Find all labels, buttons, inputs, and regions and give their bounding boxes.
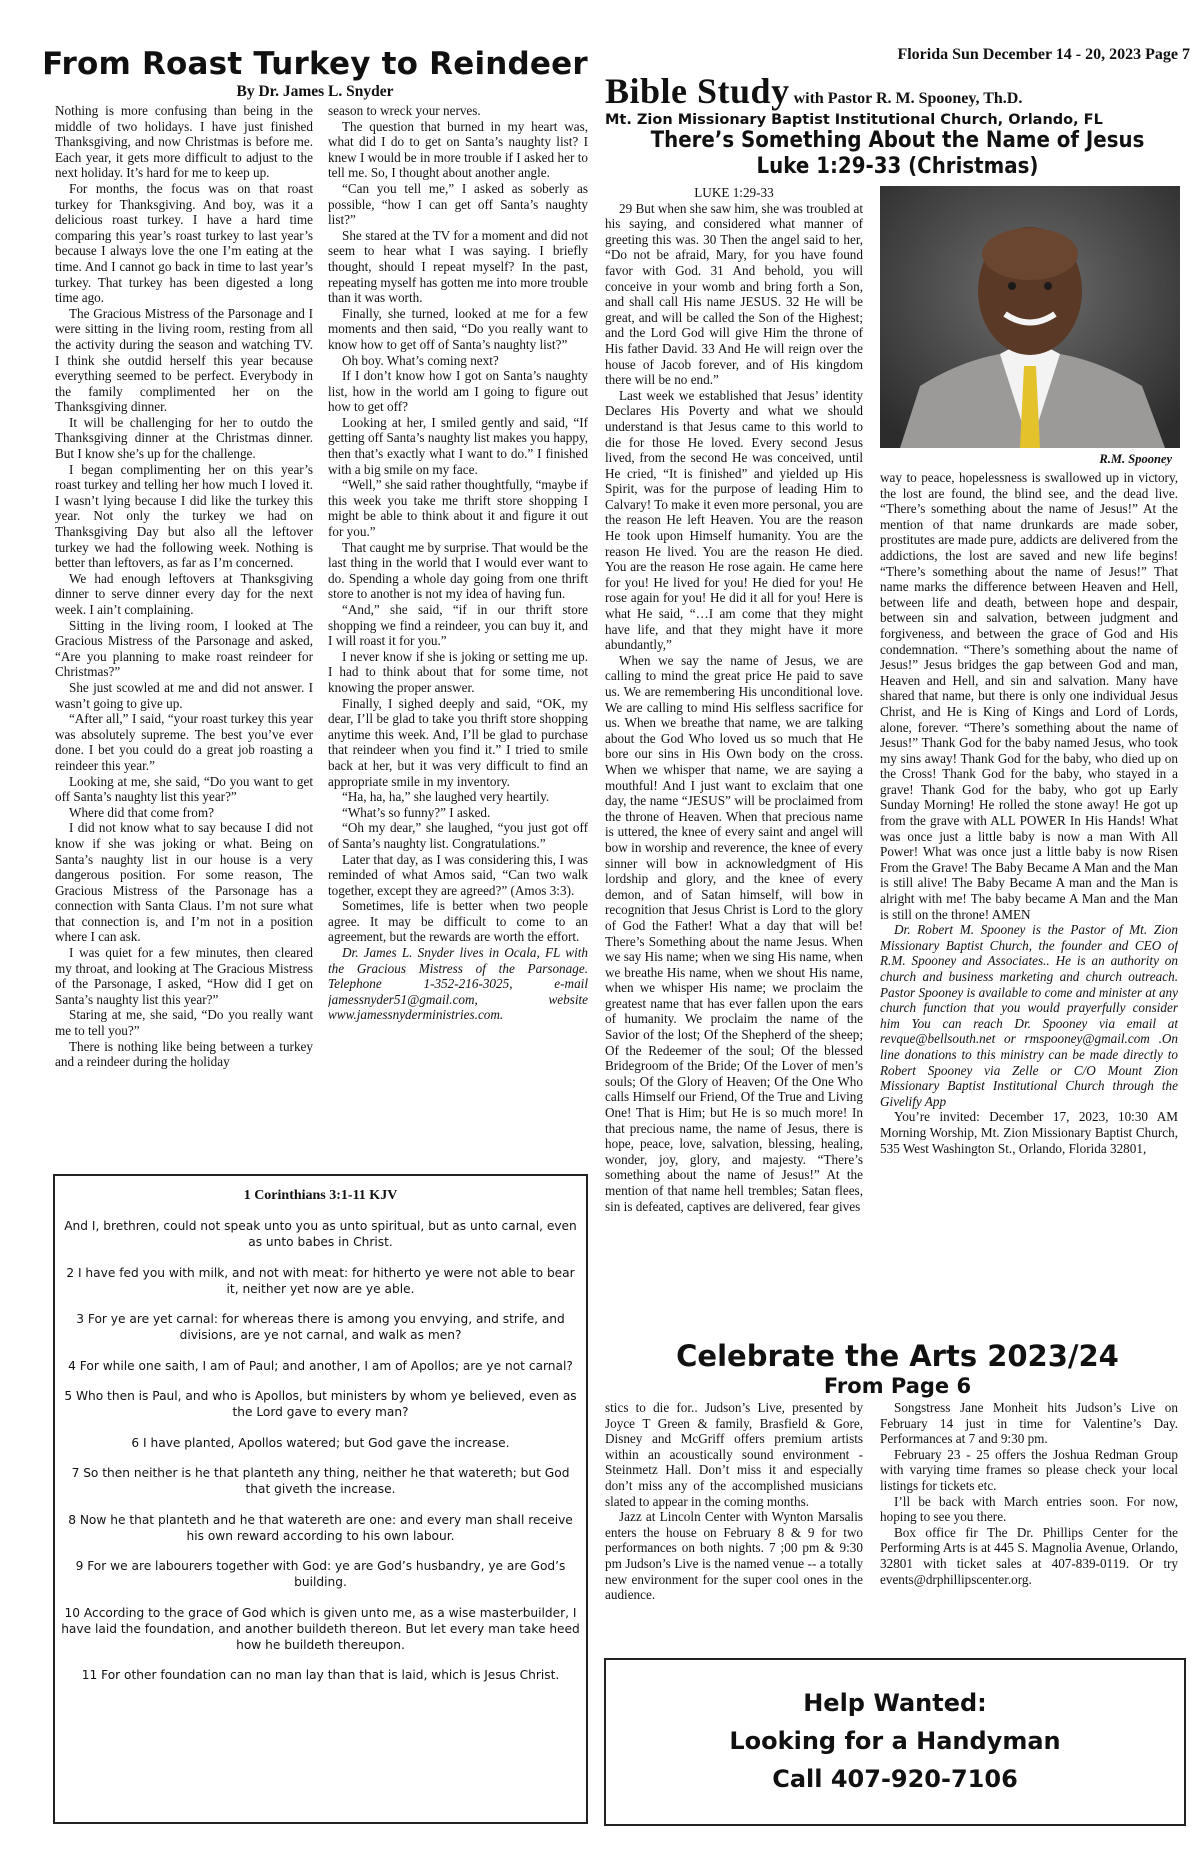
paragraph: “Oh my dear,” she laughed, “you just got off of Santa’s naughty list. Congratulations.” bbox=[328, 820, 588, 851]
paragraph: When we say the name of Jesus, we are calling to mind the great price He paid to save us. We are remembering His unconditional love. We are calling to mind His selfless sacrifice for us. When we breathe that name, we are talking about the God Who loved us so much that He bore our sins in His Own body on the cross. When we whisper that name, we are saying a mouthful! And I just want to exclaim that one day, the name “JESUS” will be proclaimed from the throne of Heaven. When that precious name is uttered, the knee of every saint and angel will bow in worship and reverence, the knee of every sinner will bow in acknowledgment of His lordship and glory, and the knee of every demon, and of Satan himself, will bow in recognition that Jesus Christ is Lord to the glory of God the Father! What a day that will be! There’s Something about the name Jesus. When we say His name; when we sing His name, when we breathe His name, when we shout His name, when we whisper His name; we proclaim the greatest name that has ever fallen upon the ears of humanity. We proclaim the name of the Savior of the lost; Of the Shepherd of the sheep; Of the Redeemer of the soul; Of the blessed Bridegroom of the Bride; Of the Lover of men’s souls; Of the Glory of Heaven; Of the One Who calls Himself our Friend, Of the True and Living One! That is Him; but He is so much more! In that precious name, the name of Jesus, there is hope, peace, love, salvation, blessing, healing, wonder, joy, glory, and majesty. “There’s something about the name of Jesus!” At the mention of that name hell trembles; Satan flees, sin is defeated, captives are delivered, fear gives bbox=[605, 652, 863, 1214]
help-wanted-heading: Help Wanted: bbox=[803, 1689, 987, 1717]
paragraph: season to wreck your nerves. bbox=[328, 103, 481, 118]
paragraph: February 23 - 25 offers the Joshua Redman Group with varying time frames so please check your local listings for tickets etc. bbox=[880, 1446, 1178, 1493]
article-title: From Roast Turkey to Reindeer bbox=[42, 46, 588, 82]
author-bio: Dr. James L. Snyder lives in Ocala, FL with the Gracious Mistress of the Parsonage. Telephone 1-352-216-3025, e-mail jamessnyder51@gmail.com, website www.jamessnyderministries.com. bbox=[328, 945, 588, 1023]
scripture-verse: 6 I have planted, Apollos watered; but God gave the increase. bbox=[131, 1435, 510, 1450]
paragraph: I’ll be back with March entries soon. For now, hoping to see you there. bbox=[880, 1493, 1178, 1525]
headline bbox=[634, 128, 1161, 180]
paragraph: 29 But when she saw him, she was troubled at his saying, and considered what manner of greeting this was. 30 Then the angel said to her, “Do not be afraid, Mary, for you have found favor with God. 31 And behold, you will conceive in your womb and bring forth a Son, and shall call His name JESUS. 32 He will be great, and will be called the Son of the Highest; and the Lord God will give Him the throne of His father David. 33 And He will reign over the house of Jacob forever, and of His kingdom there will be no end.” bbox=[605, 200, 863, 388]
paragraph: For months, the focus was on that roast turkey for Thanksgiving. And boy, was it a delicious roast turkey. I have a hard time comparing this year’s roast turkey to last year’s because I always love the one I’m eating at the time. And I cannot go back in time to last year’s turkey. That turkey has been digested a long time ago. bbox=[55, 180, 313, 306]
scripture-reference: LUKE 1:29-33 bbox=[694, 185, 774, 200]
scripture-box bbox=[53, 1174, 588, 1824]
church-name: Mt. Zion Missionary Baptist Institutional Church, Orlando, FL bbox=[605, 112, 1103, 128]
arts-subtitle: From Page 6 bbox=[823, 1374, 972, 1398]
paragraph: Songstress Jane Monheit hits Judson’s Live on February 14 just in time for Valentine’s Day. Performances at 7 and 9:30 pm. bbox=[880, 1400, 1178, 1447]
page-header: Florida Sun December 14 - 20, 2023 Page 7 bbox=[897, 46, 1190, 63]
paragraph: Finally, I sighed deeply and said, “OK, my dear, I’ll be glad to take you thrift store shopping anytime this week. And, I’ll be glad to purchase that reindeer when you find it.” I tried to smile back at her, but it was very difficult to find an appropriate smile in my inventory. bbox=[328, 695, 588, 789]
scripture-verse: 11 For other foundation can no man lay than that is laid, which is Jesus Christ. bbox=[81, 1668, 560, 1682]
paragraph: Looking at her, I smiled gently and said, “If getting off Santa’s naughty list makes you happy, then that’s exactly what I want to do.” I finished with a big smile on my face. bbox=[328, 414, 588, 477]
article-byline: By Dr. James L. Snyder bbox=[236, 83, 394, 100]
headline-line-1: There’s Something About the Name of Jesus bbox=[650, 128, 1145, 153]
pastor-bio: Dr. Robert M. Spooney is the Pastor of Mt. Zion Missionary Baptist Church, the founder and CEO of R.M. Spooney and Associates.. He is an authority on church and business marketing and church outreach. Pastor Spooney is available to come and minister at any church function that you would prayerfully consider him You can reach Dr. Spooney via email at revque@bellsouth.net or rmspooney@gmail.com .On line donations to this ministry can be made directly to Robert Spooney via Zelle or C/O Mount Zion Missionary Baptist Institutional Church through the Givelify App bbox=[880, 922, 1178, 1109]
paragraph: “And,” she said, “if in our thrift store shopping we find a reindeer, you can buy it, and I will roast it for you.” bbox=[328, 602, 588, 649]
arts-column-1 bbox=[605, 1400, 863, 1650]
paragraph: Oh boy. What’s coming next? bbox=[342, 352, 499, 368]
paragraph: Later that day, as I was considering this, I was reminded of what Amos said, “Can two walk together, except they are agreed?” (Amos 3:3). bbox=[328, 851, 588, 898]
scripture-verse: 5 Who then is Paul, and who is Apollos, but ministers by whom ye believed, even as the Lord gave to every man? bbox=[64, 1389, 577, 1419]
bible-study-title: Bible Study bbox=[605, 71, 790, 111]
scripture-verse: 3 For ye are yet carnal: for whereas there is among you envying, and strife, and divisions, are ye not carnal, and walk as men? bbox=[76, 1312, 565, 1342]
bible-column-2 bbox=[880, 470, 1178, 1340]
paragraph: I was quiet for a few minutes, then cleared my throat, and looking at The Gracious Mistress of the Parsonage, I asked, “How did I get on Santa’s naughty list this year?” bbox=[55, 945, 313, 1007]
arts-column-2 bbox=[880, 1400, 1178, 1650]
arts-title: Celebrate the Arts 2023/24 bbox=[676, 1339, 1119, 1373]
scripture-verse: 8 Now he that planteth and he that watereth are one: and every man shall receive his own reward according to his own labour. bbox=[68, 1512, 573, 1543]
paragraph: Last week we established that Jesus’ identity Declares His Poverty and what we should understand is that Jesus came to this world to die for those He loved. Every second Jesus lived, from the second He was conceived, until He cried, “It is finished” and yielded up His Spirit, was for the purpose of leading Him to Calvary! To make it even more personal, you are the reason He left Heaven. You are the reason He took upon Himself humanity. You are the reason He lived. You are the reason He died. You are the reason He rose again. He came here for you! He lived for you! He died for you! He rose again for you! He did it all for you! Here is what He said, “…I am come that they might have life, and that they might have it more abundantly,” bbox=[605, 387, 863, 653]
bible-column-1 bbox=[605, 185, 863, 1345]
scripture-verse: And I, brethren, could not speak unto you as unto spiritual, but as unto carnal, even as unto babes in Christ. bbox=[64, 1219, 577, 1249]
bible-study-pastor: with Pastor R. M. Spooney, Th.D. bbox=[793, 90, 1023, 107]
paragraph: way to peace, hopelessness is swallowed up in victory, the lost are found, the blind see, and the dead live. “There’s something about the name of Jesus!” At the mention of that name drunkards are made sober, prostitutes are made pure, addicts are delivered from the addictions, the lost are saved and new life begins! “There’s something about the name of Jesus!” That name marks the difference between Heaven and Hell, between life and death, between hope and despair, between sin and salvation, between judgment and forgiveness, and between the grace of God and His condemnation. “There’s something about the name of Jesus!” Jesus bridges the gap between God and man, Heaven and Hell, and sin and salvation. Many have shared that name, but there is only one individual Jesus Christ, and He is King of Kings and Lord of Lords, alone, forever. “There’s something about the name of Jesus!” Thank God for the baby named Jesus, who took my sins away! Thank God for the baby, who died up on the Cross! Thank God for the baby, who stayed in a grave! Thank God for the baby, who got up Early Sunday Morning! He rolled the stone away! He got up from the grave with ALL POWER In His Hands! What was once just a little baby is now a man With All Power! What was once just a little baby is now Risen From the Grave! The Baby Became A Man and the Man is still alive! The Baby Became A man and the Man is alright with me! The baby became A Man and the Man is still on the throne! AMEN bbox=[880, 470, 1178, 922]
paragraph: That caught me by surprise. That would be the last thing in the world that I would ever want to do. Spending a whole day going from one thrift store to another is not my idea of having fun. bbox=[328, 539, 588, 602]
paragraph: There is nothing like being between a turkey and a reindeer during the holiday bbox=[55, 1038, 313, 1070]
scripture-verse: 10 According to the grace of God which is given unto me, as a wise masterbuilder, I have laid the foundation, and another buildeth thereon. But let every man take heed how he buildeth thereupon. bbox=[61, 1605, 580, 1652]
photo-caption: R.M. Spooney bbox=[1099, 452, 1172, 466]
bible-study-heading bbox=[605, 70, 1190, 112]
help-wanted-ad bbox=[604, 1658, 1186, 1826]
turkey-column-2 bbox=[328, 103, 588, 1171]
paragraph: If I don’t know how I got on Santa’s naughty list, how in the world am I going to figure out how to get off? bbox=[328, 368, 588, 415]
paragraph: I never know if she is joking or setting me up. I had to think about that for some time, not knowing the proper answer. bbox=[328, 648, 588, 695]
paragraph: Where did that come from? bbox=[69, 804, 214, 820]
paragraph: I did not know what to say because I did not know if she was joking or what. Being on Santa’s naughty list in our house is a very dangerous position. For some reason, The Gracious Mistress of the Parsonage has a connection with Santa Claus. I’m not sure what that connection is, and I’m not in a position where I can ask. bbox=[55, 820, 313, 945]
paragraph: Sitting in the living room, I looked at The Gracious Mistress of the Parsonage and asked, “Are you planning to make roast reindeer for Christmas?” bbox=[55, 617, 313, 680]
portrait-image bbox=[880, 186, 1180, 448]
help-wanted-phone: Call 407-920-7106 bbox=[772, 1765, 1018, 1793]
scripture-verse: 9 For we are labourers together with God: ye are God’s husbandry, ye are God’s building. bbox=[75, 1559, 566, 1589]
paragraph: “After all,” I said, “your roast turkey this year was absolutely supreme. The best you’ve ever done. I bet you could do a great job roasting a reindeer this year.” bbox=[55, 711, 313, 773]
turkey-column-1 bbox=[55, 103, 313, 1171]
paragraph: We had enough leftovers at Thanksgiving dinner to serve dinner every day for the next week. I ain’t complaining. bbox=[55, 570, 313, 617]
scripture-title: 1 Corinthians 3:1-11 KJV bbox=[243, 1188, 398, 1203]
paragraph: “Ha, ha, ha,” she laughed very heartily. bbox=[342, 789, 550, 805]
paragraph: Box office fir The Dr. Phillips Center for the Performing Arts is at 445 S. Magnolia Avenue, Orlando, 32801 with ticket sales at 407-839-0119. Or try events@drphillipscenter.org. bbox=[880, 1524, 1178, 1587]
paragraph: Staring at me, she said, “Do you really want me to tell you?” bbox=[55, 1007, 313, 1039]
paragraph: The Gracious Mistress of the Parsonage and I were sitting in the living room, resting from all the activity during the season and watching TV. I think she outdid herself this year because everything seemed to be perfect. Everybody in the family complimented her on the Thanksgiving dinner. bbox=[55, 305, 313, 415]
scripture-verse: 4 For while one saith, I am of Paul; and another, I am of Apollos; are ye not carnal? bbox=[68, 1358, 573, 1373]
paragraph: Nothing is more confusing than being in the middle of two holidays. I have just finished Thanksgiving, and now Christmas is before me. Each year, it gets more difficult to adjust to the next holiday. It’s hard for me to keep up. bbox=[55, 103, 313, 181]
help-wanted-line: Looking for a Handyman bbox=[729, 1727, 1061, 1755]
scripture-verse: 2 I have fed you with milk, and not with meat: for hitherto ye were not able to bear it, neither yet now are ye able. bbox=[66, 1265, 575, 1296]
paragraph: “Can you tell me,” I asked as soberly as possible, “how I can get off Santa’s naughty list?” bbox=[328, 180, 588, 228]
headline-line-2: Luke 1:29-33 (Christmas) bbox=[756, 154, 1039, 179]
service-invite: You’re invited: December 17, 2023, 10:30 AM Morning Worship, Mt. Zion Missionary Baptist Church, 535 West Washington St., Orlando, Florida 32801, bbox=[880, 1109, 1178, 1156]
paragraph: Finally, she turned, looked at me for a few moments and then said, “Do you really want to know how to get off of Santa’s naughty list?” bbox=[328, 305, 588, 352]
paragraph: I began complimenting her on this year’s roast turkey and telling her how much I loved it. I wasn’t lying because I did like the turkey this year. Not only the turkey we had on Thanksgiving Day but also all the leftover turkey we had the following week. Nothing is better than leftovers, as far as I’m concerned. bbox=[55, 461, 313, 571]
paragraph: She stared at the TV for a moment and did not seem to hear what I was saying. I briefly thought, should I repeat myself? In the past, repeating myself has gotten me into more trouble than it was worth. bbox=[328, 227, 588, 306]
paragraph: It will be challenging for her to outdo the Thanksgiving dinner at the Christmas dinner. But I know she’s up for the challenge. bbox=[55, 414, 313, 462]
pastor-photo bbox=[880, 186, 1180, 448]
paragraph: Jazz at Lincoln Center with Wynton Marsalis enters the house on February 8 & 9 for two performances on both nights. 7 ;00 pm & 9:30 pm Judson’s Live is the named venue -- a totally new environment for the super cool ones in the audience. bbox=[605, 1509, 863, 1603]
paragraph: The question that burned in my heart was, what did I do to get on Santa’s naughty list? I knew I would be in more trouble if I asked her to tell me. So, I thought about another angle. bbox=[328, 118, 588, 181]
paragraph: “What’s so funny?” I asked. bbox=[342, 804, 491, 820]
paragraph: She just scowled at me and did not answer. I wasn’t going to give up. bbox=[55, 679, 313, 711]
paragraph: “Well,” she said rather thoughtfully, “maybe if this week you take me thrift store shopping I might be able to think about it and figure it out for you.” bbox=[328, 477, 588, 540]
paragraph: Looking at me, she said, “Do you want to get off Santa’s naughty list this year?” bbox=[55, 773, 313, 805]
paragraph: stics to die for.. Judson’s Live, presented by Joyce T Green & family, Brasfield & Gore, Disney and McGriff offers premium artists within an acoustically sound environment - Steinmetz Hall. Don’t miss it and especially don’t miss any of the accomplished musicians slated to appear in the coming months. bbox=[605, 1400, 863, 1509]
paragraph: Sometimes, life is better when two people agree. It may be difficult to come to an agreement, but the rewards are worth the effort. bbox=[328, 898, 588, 945]
scripture-verse: 7 So then neither is he that planteth any thing, neither he that watereth; but God that giveth the increase. bbox=[71, 1466, 570, 1496]
